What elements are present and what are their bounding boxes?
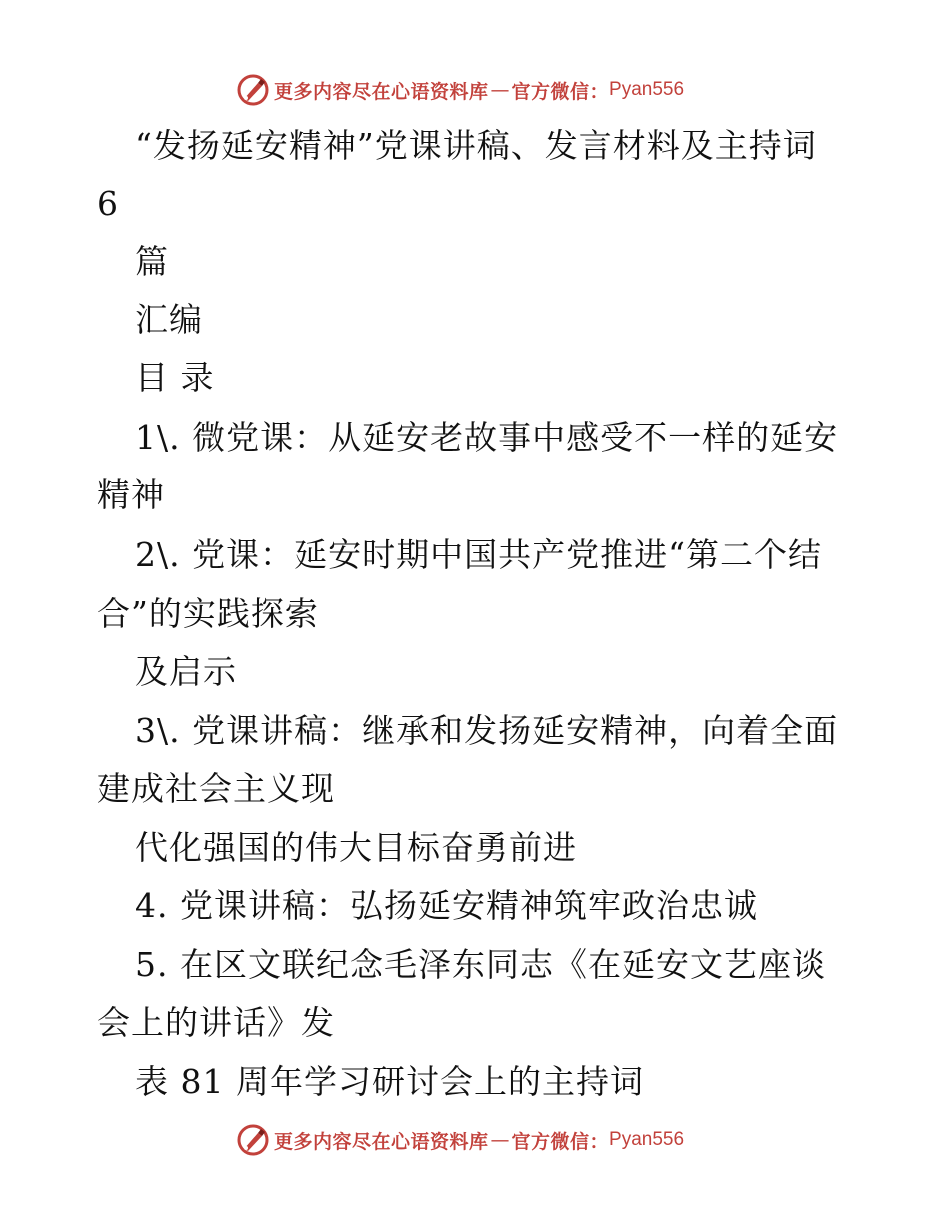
pen-logo-icon [236,1123,270,1157]
toc-item: 及启示 [135,652,237,691]
watermark-suffix: 官方微信： [511,1130,610,1153]
watermark-brand: Pyan556 [609,79,685,100]
toc-item: 4. 党课讲稿：弘扬延安精神筑牢政治忠诚 [135,886,758,925]
toc-item: 建成社会主义现 [97,769,335,808]
toc-item: 1\. 微党课：从延安老故事中感受不一样的延安 [135,418,839,457]
footer-watermark [236,1122,684,1158]
header-watermark [236,72,684,108]
pen-logo-icon [236,73,270,107]
watermark-dash: — [490,79,510,101]
doc-title-line: 汇编 [135,300,203,339]
toc-heading: 目 录 [135,358,215,397]
doc-title-line: 篇 [135,242,169,281]
watermark-dash: — [490,1129,510,1151]
toc-item: 表 81 周年学习研讨会上的主持词 [135,1062,644,1101]
doc-title-line: “发扬延安精神”党课讲稿、发言材料及主持词 [135,126,817,165]
toc-item: 会上的讲话》发 [97,1003,335,1042]
toc-item: 3\. 党课讲稿：继承和发扬延安精神，向着全面 [135,711,839,750]
watermark-text: 更多内容尽在心语资料库 [274,80,489,103]
toc-item: 5. 在区文联纪念毛泽东同志《在延安文艺座谈 [135,945,826,984]
toc-item: 合”的实践探索 [97,594,319,633]
watermark-suffix: 官方微信： [511,80,610,103]
watermark-brand: Pyan556 [609,1129,685,1150]
toc-item: 2\. 党课：延安时期中国共产党推进“第二个结 [135,535,822,574]
toc-item: 精神 [97,475,165,514]
toc-item: 代化强国的伟大目标奋勇前进 [135,828,577,867]
watermark-text: 更多内容尽在心语资料库 [274,1130,489,1153]
doc-title-line: 6 [97,184,119,223]
